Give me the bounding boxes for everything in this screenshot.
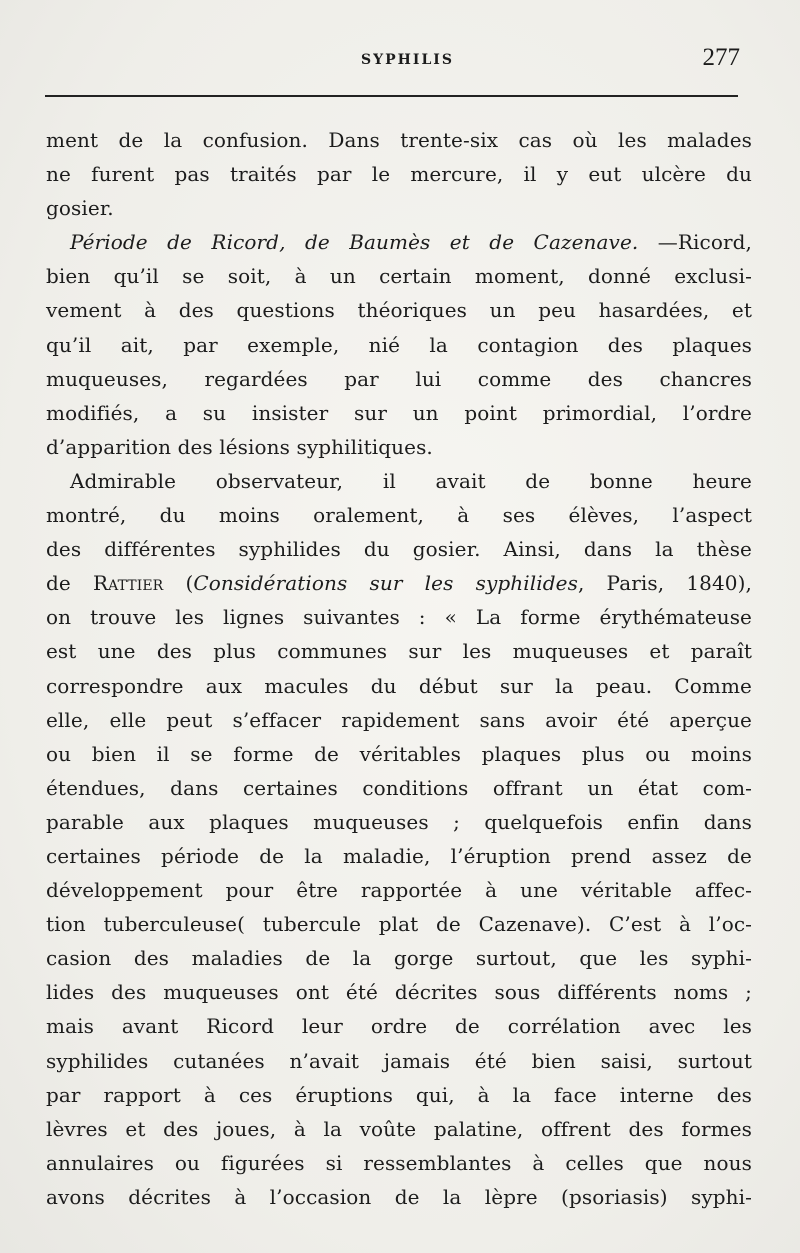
text-line bbox=[46, 1009, 752, 1043]
text-run: étendues, dans certaines conditions offrant un état com- bbox=[46, 775, 752, 800]
text-run: vement à des questions théoriques un peu hasardées, et bbox=[46, 298, 752, 323]
italic-text: Période de Ricord, de Baumès et de Cazenave. bbox=[70, 230, 639, 255]
text-line bbox=[46, 328, 752, 362]
text-run: lides des muqueuses ont été décrites sous différents noms ; bbox=[46, 980, 752, 1005]
text-line bbox=[46, 634, 752, 668]
text-run: modifiés, a su insister sur un point primordial, l’ordre bbox=[46, 400, 752, 425]
text-run: bien qu’il se soit, à un certain moment, donné exclusi- bbox=[46, 264, 752, 289]
text-run: des différentes syphilides du gosier. Ainsi, dans la thèse bbox=[46, 537, 752, 562]
text-line bbox=[46, 498, 752, 532]
text-line bbox=[46, 703, 752, 737]
text-line bbox=[46, 873, 752, 907]
text-run: lèvres et des joues, à la voûte palatine, offrent des formes bbox=[46, 1116, 752, 1141]
text-run: —Ricord, bbox=[638, 230, 752, 255]
text-line bbox=[46, 157, 752, 191]
small-caps-name: Rattier bbox=[92, 571, 164, 596]
body-text bbox=[46, 123, 752, 1214]
text-line bbox=[46, 430, 752, 464]
text-run: muqueuses, regardées par lui comme des chancres bbox=[46, 366, 752, 391]
text-line bbox=[46, 191, 752, 225]
header-rule bbox=[45, 95, 738, 97]
text-line bbox=[46, 1146, 752, 1180]
text-line bbox=[46, 1180, 752, 1214]
text-run: , Paris, 1840), bbox=[577, 571, 752, 596]
text-line bbox=[46, 669, 752, 703]
italic-text: Considérations sur les syphilides bbox=[193, 571, 578, 596]
text-run: tion tuberculeuse( tubercule plat de Cazenave). C’est à l’oc- bbox=[46, 912, 752, 937]
text-run: ne furent pas traités par le mercure, il y eut ulcère du bbox=[46, 162, 752, 187]
text-line bbox=[46, 1078, 752, 1112]
text-run: est une des plus communes sur les muqueuses et paraît bbox=[46, 639, 752, 664]
text-line bbox=[46, 123, 752, 157]
text-run: montré, du moins oralement, à ses élèves, l’aspect bbox=[46, 503, 752, 528]
text-line bbox=[46, 259, 752, 293]
text-run: parable aux plaques muqueuses ; quelquefois enfin dans bbox=[46, 809, 752, 834]
text-line bbox=[46, 941, 752, 975]
text-line bbox=[46, 293, 752, 327]
text-run: ment de la confusion. Dans trente-six cas où les malades bbox=[46, 128, 752, 152]
text-line bbox=[46, 362, 752, 396]
page-number: 277 bbox=[702, 44, 740, 71]
running-title: SYPHILIS bbox=[361, 52, 454, 68]
text-run: correspondre aux macules du début sur la peau. Comme bbox=[46, 673, 752, 698]
text-run: de bbox=[46, 571, 93, 596]
text-run: mais avant Ricord leur ordre de corrélation avec les bbox=[46, 1014, 752, 1039]
text-line bbox=[46, 975, 752, 1009]
text-run: casion des maladies de la gorge surtout, que les syphi- bbox=[46, 946, 752, 971]
text-run: par rapport à ces éruptions qui, à la face interne des bbox=[46, 1082, 752, 1107]
text-run: avons décrites à l’occasion de la lèpre (psoriasis) syphi- bbox=[46, 1184, 752, 1209]
text-line bbox=[46, 600, 752, 634]
text-run: certaines période de la maladie, l’éruption prend assez de bbox=[46, 843, 752, 868]
text-line bbox=[46, 805, 752, 839]
text-run: qu’il ait, par exemple, nié la contagion des plaques bbox=[46, 332, 752, 357]
text-run: Admirable observateur, il avait de bonne heure bbox=[70, 468, 752, 493]
text-line bbox=[46, 771, 752, 805]
text-line bbox=[46, 225, 752, 259]
text-run: ou bien il se forme de véritables plaques plus ou moins bbox=[46, 741, 752, 766]
text-line bbox=[46, 1112, 752, 1146]
text-run: ( bbox=[163, 571, 194, 596]
text-line bbox=[46, 839, 752, 873]
text-run: elle, elle peut s’effacer rapidement sans avoir été aperçue bbox=[46, 707, 752, 732]
text-line bbox=[46, 1044, 752, 1078]
text-run: on trouve les lignes suivantes : « La forme érythémateuse bbox=[46, 605, 752, 630]
text-line bbox=[46, 396, 752, 430]
text-line bbox=[46, 532, 752, 566]
text-line bbox=[46, 737, 752, 771]
text-line bbox=[46, 907, 752, 941]
text-run: syphilides cutanées n’avait jamais été bien saisi, surtout bbox=[46, 1048, 752, 1073]
running-head bbox=[45, 40, 740, 80]
text-run: d’apparition des lésions syphilitiques. bbox=[46, 434, 433, 459]
text-run: développement pour être rapportée à une véritable affec- bbox=[46, 878, 752, 903]
text-line bbox=[46, 566, 752, 600]
text-run: gosier. bbox=[46, 196, 114, 221]
text-run: annulaires ou figurées si ressemblantes à celles que nous bbox=[46, 1150, 752, 1175]
text-line bbox=[46, 464, 752, 498]
